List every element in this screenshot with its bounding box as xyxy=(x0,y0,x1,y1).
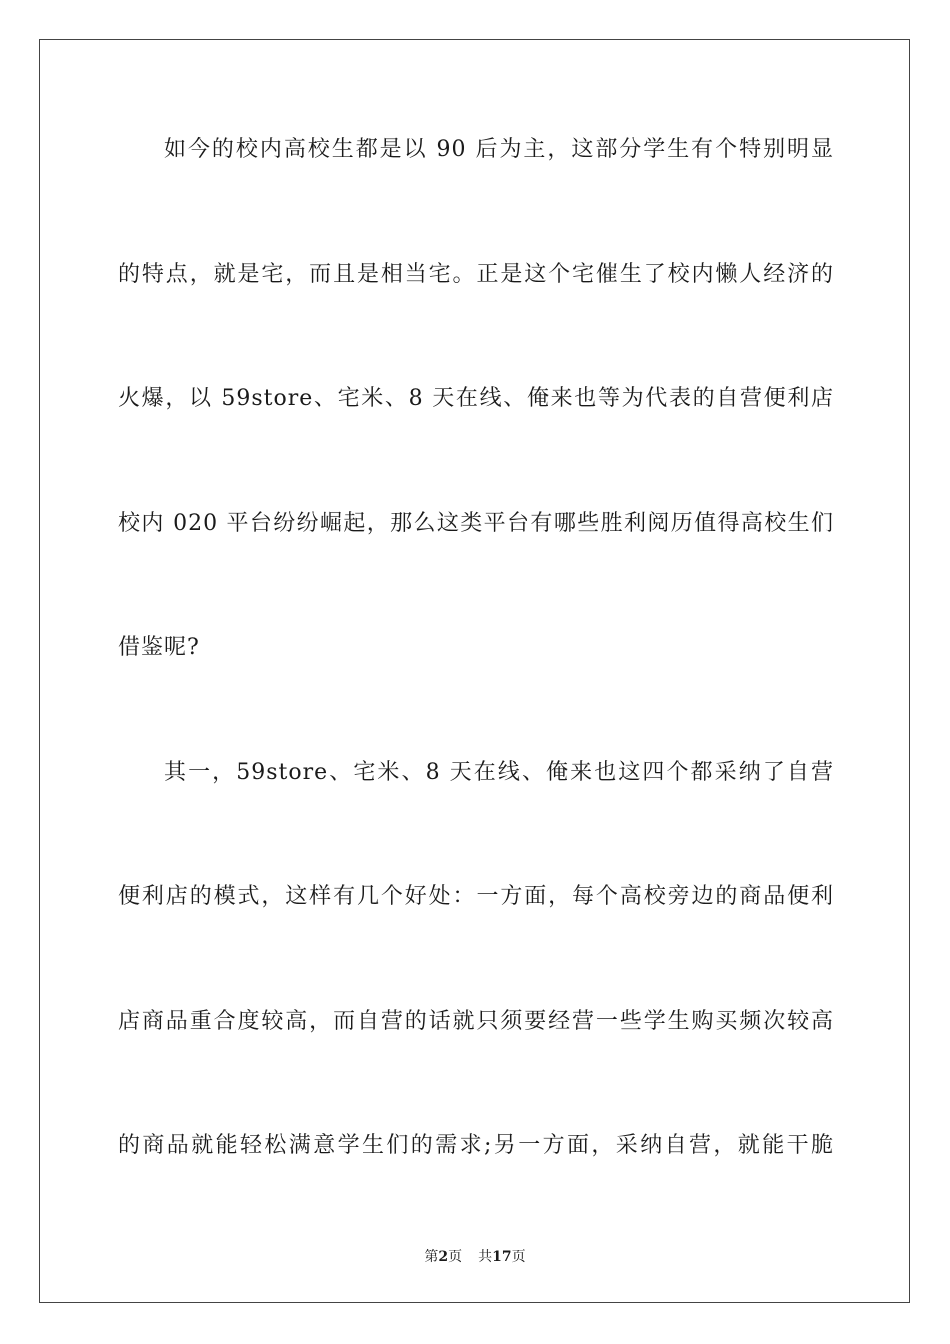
paragraph-2-line-1: 其一，59store、宅米、8 天在线、俺来也这四个都采纳了自营 xyxy=(164,760,834,785)
paragraph-1-line-2: 的特点，就是宅，而且是相当宅。正是这个宅催生了校内懒人经济的 xyxy=(118,262,834,287)
paragraph-1-line-1: 如今的校内高校生都是以 90 后为主，这部分学生有个特别明显 xyxy=(164,137,834,162)
page-border xyxy=(39,39,910,1303)
paragraph-1-line-5: 借鉴呢? xyxy=(118,635,200,660)
paragraph-1-line-3: 火爆，以 59store、宅米、8 天在线、俺来也等为代表的自营便利店 xyxy=(118,386,834,411)
total-suffix: 页 xyxy=(511,1249,526,1265)
page-number: 2 xyxy=(438,1249,449,1265)
total-prefix: 共 xyxy=(478,1249,493,1265)
paragraph-2-line-2: 便利店的模式，这样有几个好处：一方面，每个高校旁边的商品便利 xyxy=(118,884,834,909)
total-pages: 17 xyxy=(492,1249,512,1265)
paragraph-2-line-3: 店商品重合度较高，而自营的话就只须要经营一些学生购买频次较高 xyxy=(118,1009,834,1034)
page-suffix: 页 xyxy=(448,1249,463,1265)
paragraph-1-line-4: 校内 020 平台纷纷崛起，那么这类平台有哪些胜利阅历值得高校生们 xyxy=(118,511,834,536)
paragraph-2-line-4: 的商品就能轻松满意学生们的需求;另一方面，采纳自营，就能干脆 xyxy=(118,1133,834,1158)
page-footer xyxy=(0,1248,950,1266)
page-prefix: 第 xyxy=(424,1249,439,1265)
